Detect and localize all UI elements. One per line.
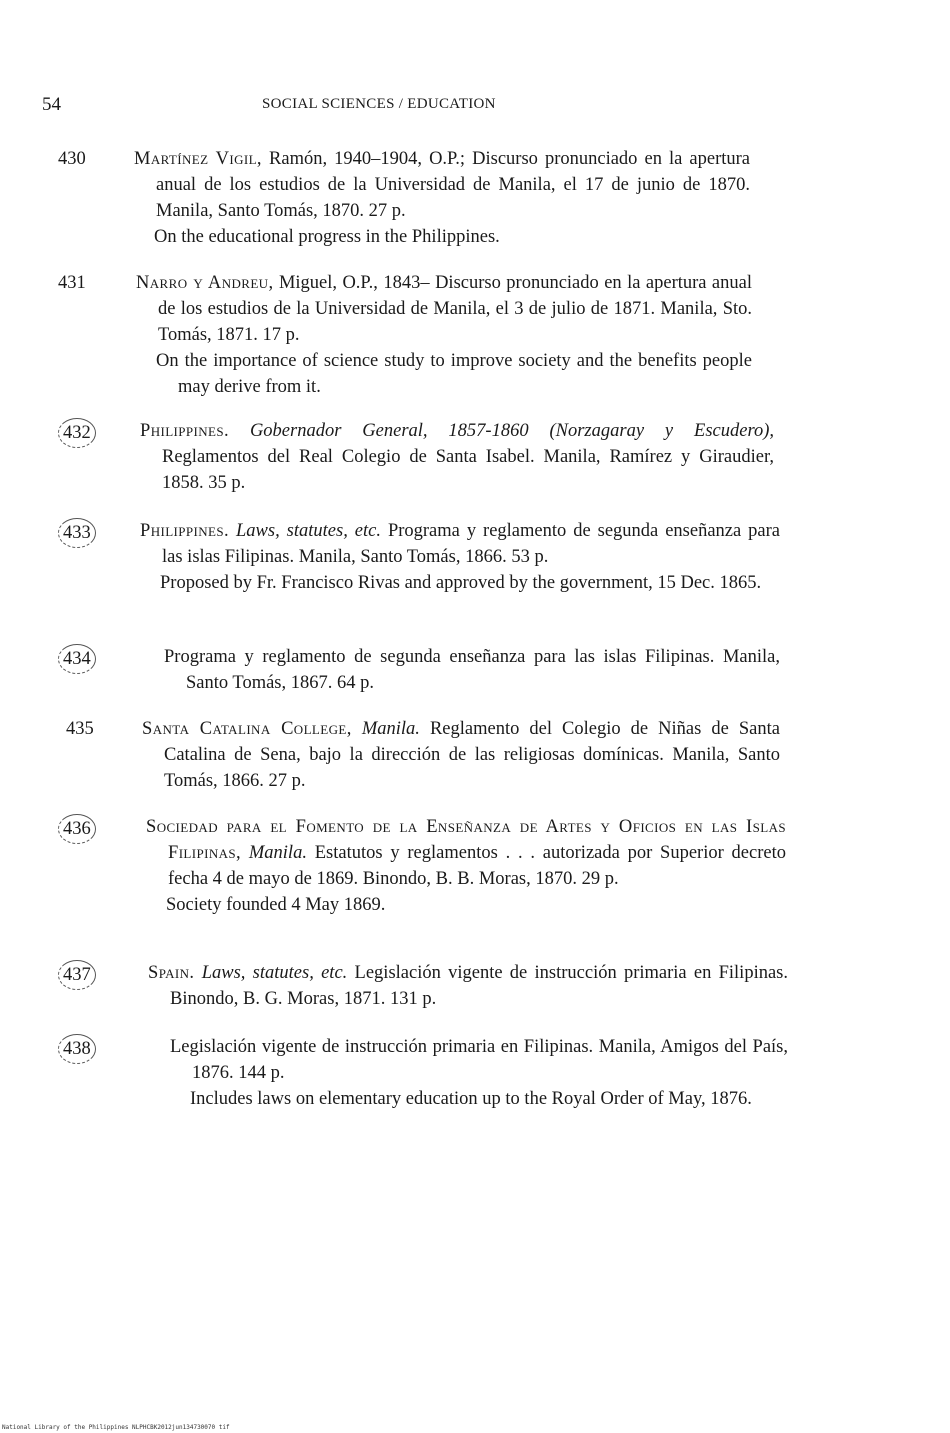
entry-text: Programa y reglamento de segunda enseñanza para las islas Filipinas. Manila, Santo Tomás, 1866. 53 p.	[162, 521, 780, 567]
entry-body	[140, 418, 774, 496]
entry-author: Philippines.	[140, 521, 230, 541]
page-number: 54	[42, 94, 61, 115]
entry-text: Legislación vigente de instrucción primaria en Filipinas. Binondo, B. G. Moras, 1871. 131 p.	[170, 963, 788, 1009]
entry-text: Legislación vigente de instrucción primaria en Filipinas. Manila, Amigos del País, 1876. 144 p.	[170, 1037, 788, 1083]
entry-note: Proposed by Fr. Francisco Rivas and approved by the government, 15 Dec. 1865.	[160, 573, 762, 593]
entry-number: 430	[58, 149, 86, 169]
entry-body	[134, 146, 750, 250]
entry-text: Discurso pronunciado en la apertura anual de los estudios de la Universidad de Manila, el 17 de junio de 1870. Manila, Santo Tomás, 1870. 27 p.	[156, 149, 751, 221]
entry-heading: Manila.	[241, 843, 307, 863]
entry-body	[164, 644, 780, 696]
entry-body	[140, 518, 780, 596]
entry-author-rest: Miguel, O.P., 1843–	[273, 273, 430, 293]
entry-body	[146, 814, 786, 918]
scan-footer-label: National Library of the Philippines NLPHCBK2012jun134730070 tif	[2, 1424, 230, 1431]
entry-number-circled: 436	[58, 814, 96, 844]
entry-text: Discurso pronunciado en la apertura anual de los estudios de la Universidad de Manila, el 3 de julio de 1871. Manila, Sto. Tomás, 1871. 17 p.	[158, 273, 752, 345]
entry-heading: Gobernador General, 1857-1860 (Norzagaray y Escudero),	[229, 421, 774, 441]
entry-note: On the importance of science study to improve society and the benefits people may derive from it.	[156, 351, 752, 397]
entry-note: Includes laws on elementary education up to the Royal Order of May, 1876.	[190, 1089, 752, 1109]
entry-author-rest: Ramón, 1940–1904, O.P.;	[261, 149, 466, 169]
entry-note: Society founded 4 May 1869.	[166, 895, 386, 915]
entry-author: Philippines.	[140, 421, 230, 441]
entry-body	[142, 716, 780, 794]
entry-number: 431	[58, 273, 86, 293]
entry-number-circled: 433	[58, 518, 96, 548]
entry-author: Sociedad para el Fomento de la Enseñanza de Artes y Oficios en las Islas Filipinas,	[146, 817, 786, 863]
entry-number: 435	[66, 719, 94, 739]
entry-heading: Laws, statutes, etc.	[229, 521, 381, 541]
entry-author: Santa Catalina College,	[142, 719, 352, 739]
entry-number-circled: 438	[58, 1034, 96, 1064]
entry-text: Reglamentos del Real Colegio de Santa Isabel. Manila, Ramírez y Giraudier, 1858. 35 p.	[162, 447, 774, 493]
entry-number-circled: 437	[58, 960, 96, 990]
entry-text: Programa y reglamento de segunda enseñanza para las islas Filipinas. Manila, Santo Tomás, 1867. 64 p.	[164, 647, 780, 693]
entry-heading: Laws, statutes, etc.	[194, 963, 348, 983]
entry-author: Spain.	[148, 963, 195, 983]
entry-body	[136, 270, 752, 400]
running-head: SOCIAL SCIENCES / EDUCATION	[262, 96, 496, 112]
entry-author: Narro y Andreu,	[136, 273, 274, 293]
entry-text: Estatutos y reglamentos . . . autorizada por Superior decreto fecha 4 de mayo de 1869. Binondo, B. B. Moras, 1870. 29 p.	[168, 843, 786, 889]
entry-author: Martínez Vigil,	[134, 149, 262, 169]
entry-note: On the educational progress in the Philippines.	[154, 227, 500, 247]
entry-number-circled: 434	[58, 644, 96, 674]
entry-heading: Manila.	[351, 719, 420, 739]
entry-number-circled: 432	[58, 418, 96, 448]
entry-body	[170, 1034, 788, 1112]
entry-text: Reglamento del Colegio de Niñas de Santa Catalina de Sena, bajo la dirección de las religiosas domínicas. Manila, Santo Tomás, 1866. 27 p.	[164, 719, 780, 791]
entry-body	[148, 960, 788, 1012]
